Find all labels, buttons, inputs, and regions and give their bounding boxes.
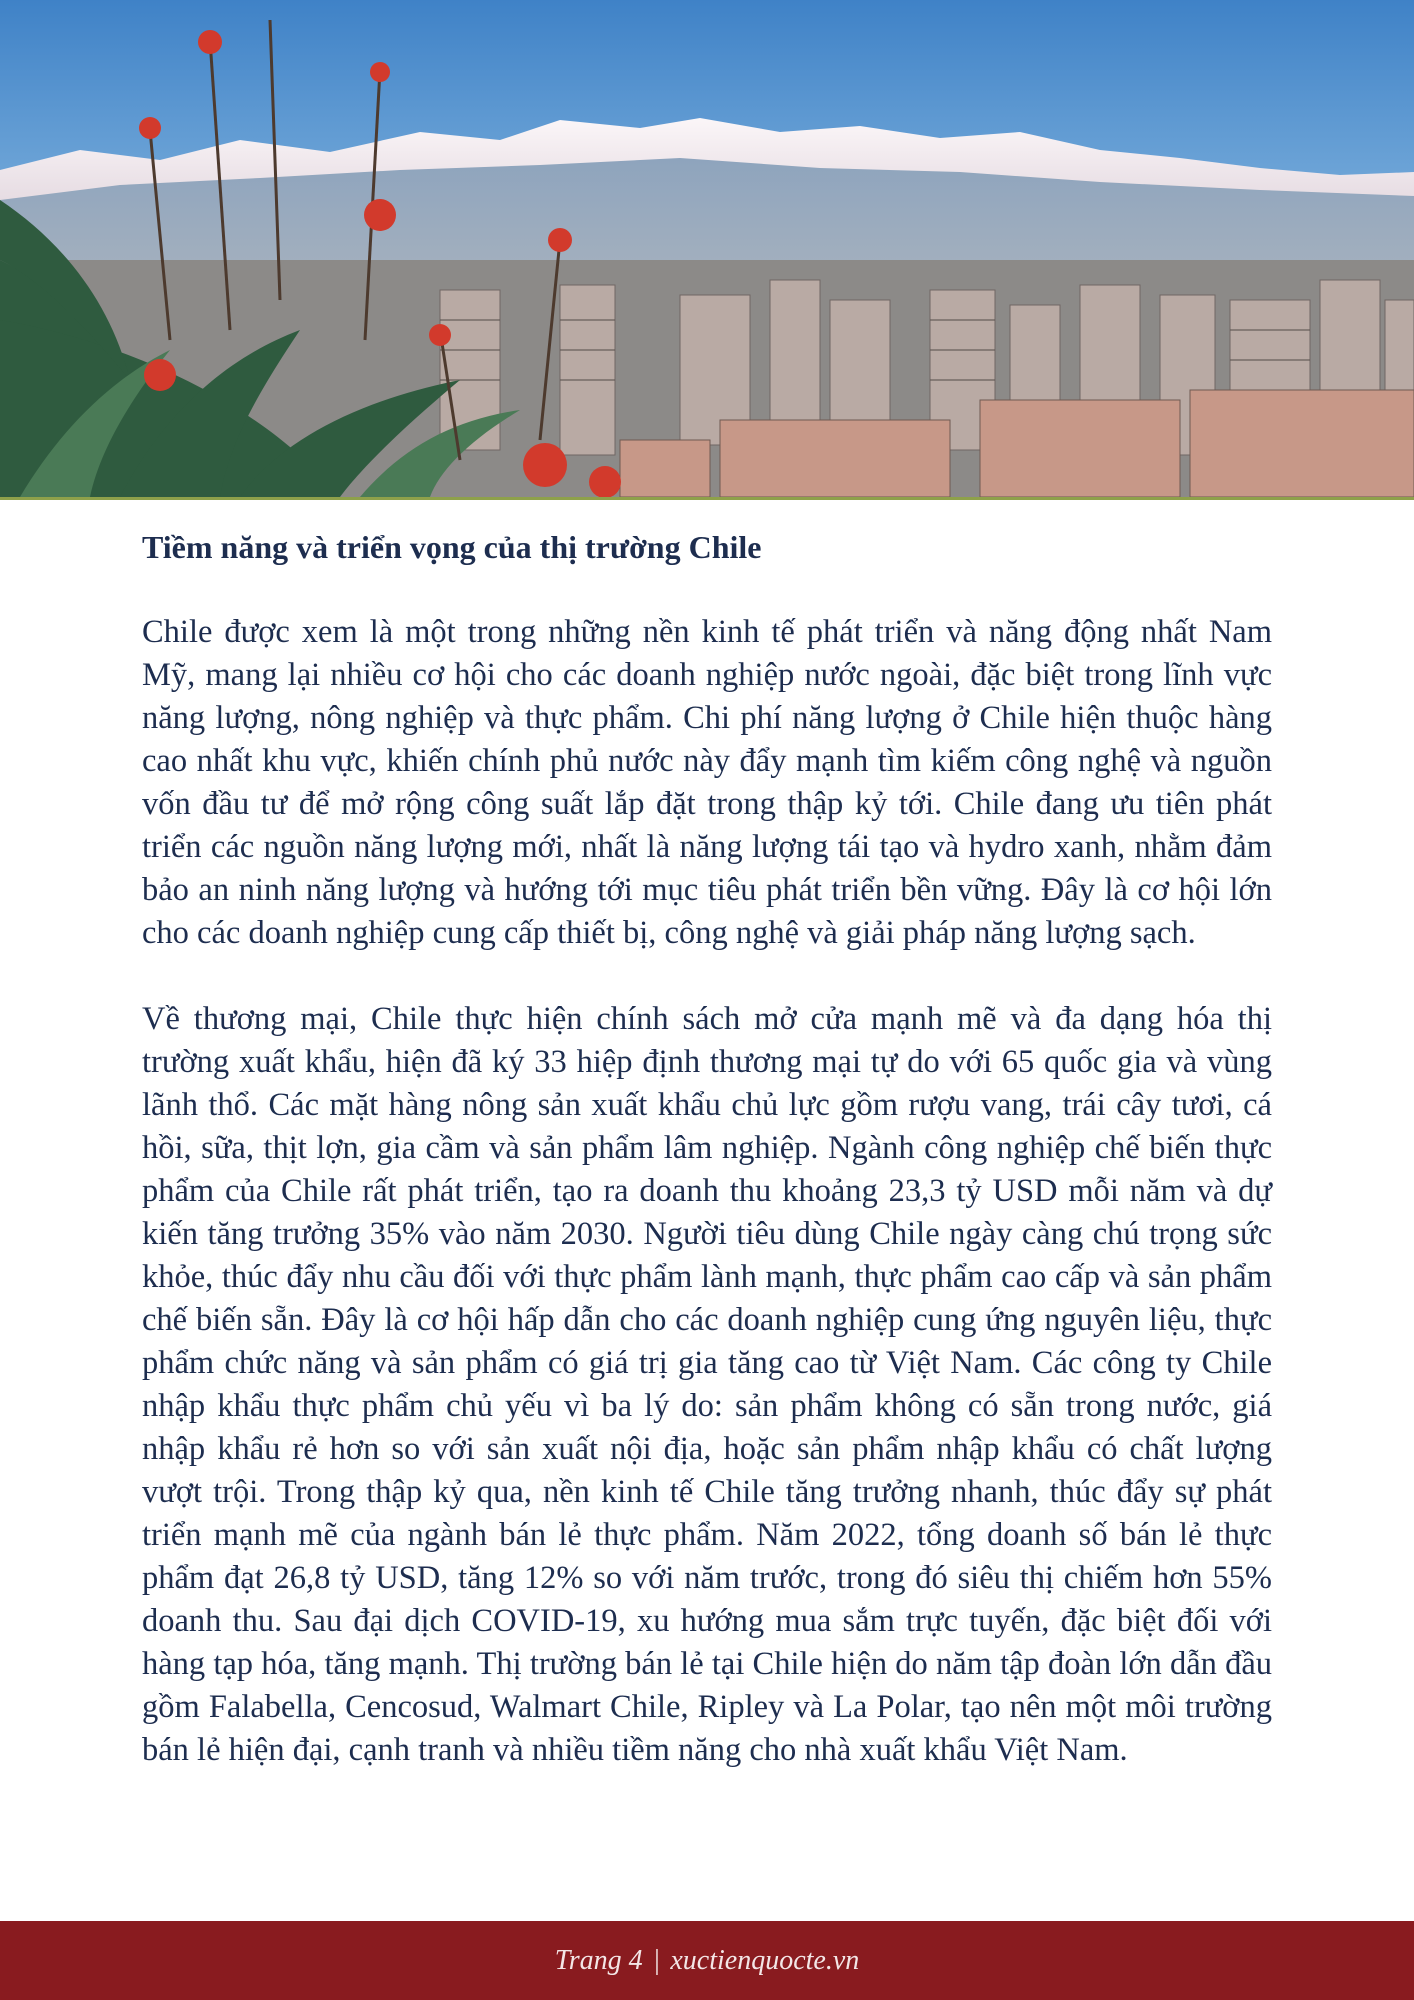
article-paragraph-1: Chile được xem là một trong những nền kinh tế phát triển và năng động nhất Nam Mỹ, mang lại nhiều cơ hội cho các doanh nghiệp nước ngoài, đặc biệt trong lĩnh vực năng lượng, nông nghiệp và thực phẩm. Chi phí năng lượng ở Chile hiện thuộc hàng cao nhất khu vực, khiến chính phủ nước này đẩy mạnh tìm kiếm công nghệ và nguồn vốn đầu tư để mở rộng công suất lắp đặt trong thập kỷ tới. Chile đang ưu tiên phát triển các nguồn năng lượng mới, nhất là năng lượng tái tạo và hydro xanh, nhằm đảm bảo an ninh năng lượng và hướng tới mục tiêu phát triển bền vững. Đây là cơ hội lớn cho các doanh nghiệp cung cấp thiết bị, công nghệ và giải pháp năng lượng sạch.	[142, 614, 1272, 951]
article-heading: Tiềm năng và triển vọng của thị trường Chile	[142, 529, 762, 565]
article-paragraph-2: Về thương mại, Chile thực hiện chính sách mở cửa mạnh mẽ và đa dạng hóa thị trường xuất khẩu, hiện đã ký 33 hiệp định thương mại tự do với 65 quốc gia và vùng lãnh thổ. Các mặt hàng nông sản xuất khẩu chủ lực gồm rượu vang, trái cây tươi, cá hồi, sữa, thịt lợn, gia cầm và sản phẩm lâm nghiệp. Ngành công nghiệp chế biến thực phẩm của Chile rất phát triển, tạo ra doanh thu khoảng 23,3 tỷ USD mỗi năm và dự kiến tăng trưởng 35% vào năm 2030. Người tiêu dùng Chile ngày càng chú trọng sức khỏe, thúc đẩy nhu cầu đối với thực phẩm lành mạnh, thực phẩm cao cấp và sản phẩm chế biến sẵn. Đây là cơ hội hấp dẫn cho các doanh nghiệp cung ứng nguyên liệu, thực phẩm chức năng và sản phẩm có giá trị gia tăng cao từ Việt Nam. Các công ty Chile nhập khẩu thực phẩm chủ yếu vì ba lý do: sản phẩm không có sẵn trong nước, giá nhập khẩu rẻ hơn so với sản xuất nội địa, hoặc sản phẩm nhập khẩu có chất lượng vượt trội. Trong thập kỷ qua, nền kinh tế Chile tăng trưởng nhanh, thúc đẩy sự phát triển mạnh mẽ của ngành bán lẻ thực phẩm. Năm 2022, tổng doanh số bán lẻ thực phẩm đạt 26,8 tỷ USD, tăng 12% so với năm trước, trong đó siêu thị chiếm hơn 55% doanh thu. Sau đại dịch COVID-19, xu hướng mua sắm trực tuyến, đặc biệt đối với hàng tạp hóa, tăng mạnh. Thị trường bán lẻ tại Chile hiện do năm tập đoàn lớn dẫn đầu gồm Falabella, Cencosud, Walmart Chile, Ripley và La Polar, tạo nên một môi trường bán lẻ hiện đại, cạnh tranh và nhiều tiềm năng cho nhà xuất khẩu Việt Nam.	[142, 1001, 1272, 1768]
footer-separator: |	[652, 1944, 661, 1976]
page-number: Trang 4	[554, 1944, 643, 1976]
page-footer	[0, 1921, 1414, 2000]
article-body	[142, 525, 1272, 1815]
hero-photo-santiago-skyline	[0, 0, 1414, 500]
footer-website-link[interactable]: xuctienquocte.vn	[670, 1944, 860, 1976]
